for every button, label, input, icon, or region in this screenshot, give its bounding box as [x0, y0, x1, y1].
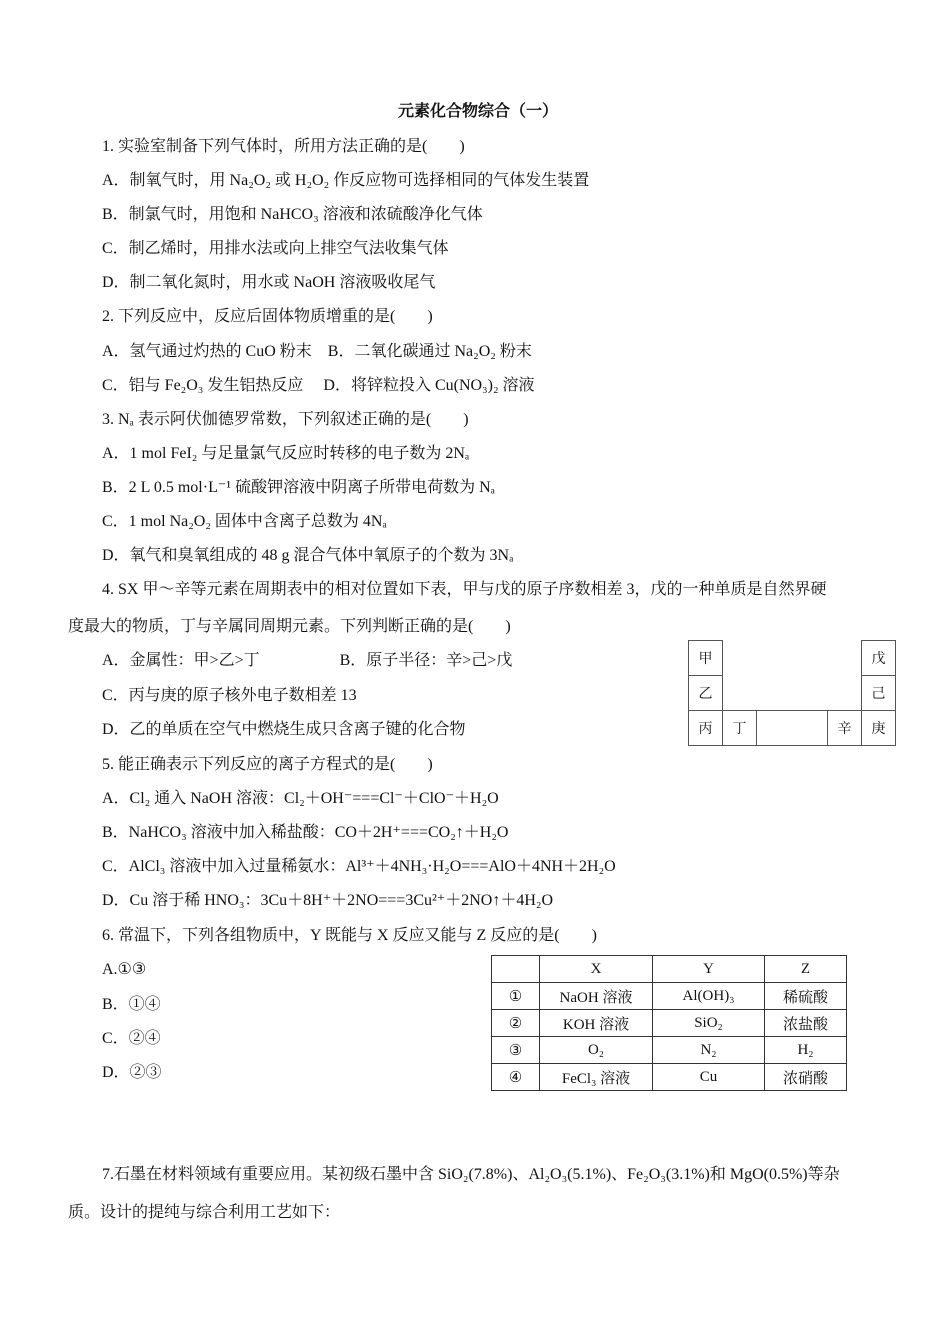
table-row [492, 1064, 847, 1091]
table-cell: O₂ [540, 1037, 653, 1064]
table-cell: 稀硫酸 [765, 983, 847, 1010]
q6-stem: 6. 常温下，下列各组物质中，Y 既能与 X 反应又能与 Z 反应的是( ) [102, 927, 597, 944]
xyz-reaction-table [491, 955, 847, 1091]
q1-stem: 1. 实验室制备下列气体时，所用方法正确的是( ) [102, 138, 465, 155]
q5-stem: 5. 能正确表示下列反应的离子方程式的是( ) [102, 756, 433, 773]
element-cell: 甲 [689, 641, 723, 676]
q6-option-c: C．②④ [102, 1030, 161, 1047]
table-cell: H₂ [765, 1037, 847, 1064]
element-cell: 丁 [723, 711, 757, 746]
q1-option-d: D．制二氧化氮时，用水或 NaOH 溶液吸收尾气 [102, 274, 436, 291]
table-cell: NaOH 溶液 [540, 983, 653, 1010]
table-cell: N₂ [653, 1037, 765, 1064]
table-cell: ① [492, 983, 540, 1010]
table-header-row [492, 956, 847, 983]
table-cell: Al(OH)₃ [653, 983, 765, 1010]
table-row [492, 983, 847, 1010]
table-cell: ③ [492, 1037, 540, 1064]
q1-option-c: C．制乙烯时，用排水法或向上排空气法收集气体 [102, 240, 449, 257]
page-title: 元素化合物综合（一） [398, 103, 559, 120]
periodic-position-table [688, 640, 896, 746]
q7-stem-line2: 质。设计的提纯与综合利用工艺如下： [68, 1204, 341, 1221]
q6-option-b: B．①④ [102, 996, 161, 1013]
table-header-cell: Z [765, 956, 847, 983]
table-cell: 浓盐酸 [765, 1010, 847, 1037]
q3-option-a: A．1 mol FeI₂ 与足量氯气反应时转移的电子数为 2Nₐ [102, 445, 470, 462]
table-cell: FeCl₃ 溶液 [540, 1064, 653, 1091]
table-row [492, 1010, 847, 1037]
table-header-cell [492, 956, 540, 983]
q2-options-ab: A．氢气通过灼热的 CuO 粉末 B．二氧化碳通过 Na₂O₂ 粉末 [102, 343, 532, 360]
q3-option-b: B．2 L 0.5 mol·L⁻¹ 硫酸钾溶液中阴离子所带电荷数为 Nₐ [102, 479, 496, 496]
q1-option-b: B．制氯气时，用饱和 NaHCO₃ 溶液和浓硫酸净化气体 [102, 206, 483, 223]
empty-cell [757, 711, 828, 746]
q2-stem: 2. 下列反应中，反应后固体物质增重的是( ) [102, 308, 433, 325]
element-cell: 乙 [689, 676, 723, 711]
table-cell: ④ [492, 1064, 540, 1091]
element-cell: 己 [862, 676, 896, 711]
element-cell: 戊 [862, 641, 896, 676]
element-cell: 辛 [828, 711, 862, 746]
q5-option-a: A．Cl₂ 通入 NaOH 溶液：Cl₂＋OH⁻===Cl⁻＋ClO⁻＋H₂O [102, 790, 499, 807]
q5-option-d: D．Cu 溶于稀 HNO₃：3Cu＋8H⁺＋2NO===3Cu²⁺＋2NO↑＋4H₂O [102, 892, 554, 909]
table-cell: KOH 溶液 [540, 1010, 653, 1037]
q3-option-d: D．氧气和臭氧组成的 48 g 混合气体中氧原子的个数为 3Nₐ [102, 547, 514, 564]
q6-option-d: D．②③ [102, 1064, 162, 1081]
q7-stem-line1: 7.石墨在材料领域有重要应用。某初级石墨中含 SiO₂(7.8%)、Al₂O₃(5.1%)、Fe₂O₃(3.1%)和 MgO(0.5%)等杂 [102, 1166, 840, 1183]
q4-stem-line2: 度最大的物质，丁与辛属同周期元素。下列判断正确的是( ) [68, 618, 511, 635]
q3-stem: 3. Nₐ 表示阿伏伽德罗常数，下列叙述正确的是( ) [102, 411, 469, 428]
q4-option-c: C．丙与庚的原子核外电子数相差 13 [102, 687, 357, 704]
table-cell: 浓硝酸 [765, 1064, 847, 1091]
element-cell: 庚 [862, 711, 896, 746]
q1-option-a: A．制氧气时，用 Na₂O₂ 或 H₂O₂ 作反应物可选择相同的气体发生装置 [102, 172, 590, 189]
q5-option-b: B．NaHCO₃ 溶液中加入稀盐酸：CO＋2H⁺===CO₂↑＋H₂O [102, 824, 509, 841]
q5-option-c: C．AlCl₃ 溶液中加入过量稀氨水：Al³⁺＋4NH₃·H₂O===AlO＋4NH＋2H₂O [102, 858, 616, 875]
q4-options-ab: A．金属性：甲>乙>丁 B．原子半径：辛>己>戊 [102, 652, 513, 669]
table-header-cell: X [540, 956, 653, 983]
table-cell: ② [492, 1010, 540, 1037]
table-cell: SiO₂ [653, 1010, 765, 1037]
table-header-cell: Y [653, 956, 765, 983]
table-cell: Cu [653, 1064, 765, 1091]
q4-option-d: D．乙的单质在空气中燃烧生成只含离子键的化合物 [102, 721, 466, 738]
q6-option-a: A.①③ [102, 961, 147, 978]
q3-option-c: C．1 mol Na₂O₂ 固体中含离子总数为 4Nₐ [102, 513, 387, 530]
table-row [492, 1037, 847, 1064]
element-cell: 丙 [689, 711, 723, 746]
q2-options-cd: C．铝与 Fe₂O₃ 发生铝热反应 D．将锌粒投入 Cu(NO₃)₂ 溶液 [102, 377, 535, 394]
q4-stem-line1: 4. SX 甲～辛等元素在周期表中的相对位置如下表，甲与戊的原子序数相差 3，戊的一种单质是自然界硬 [102, 581, 827, 598]
